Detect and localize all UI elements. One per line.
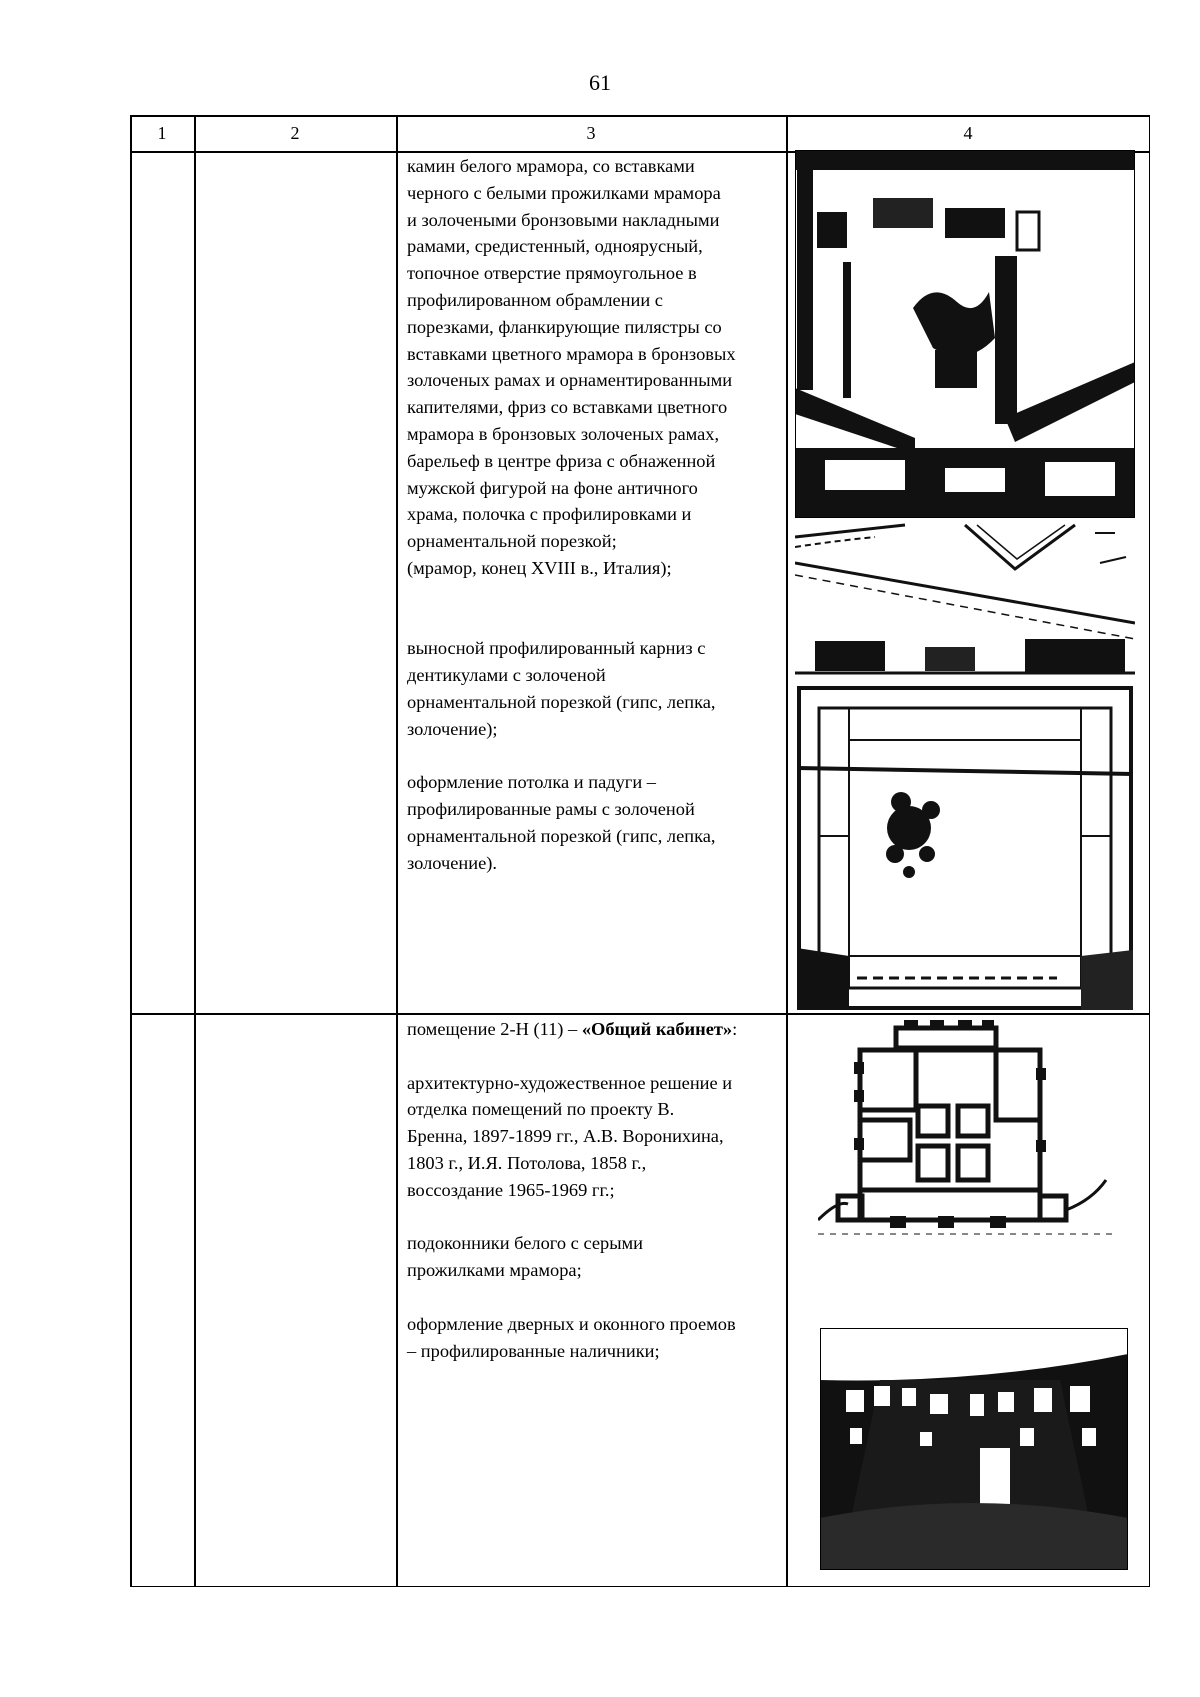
cornice-photo [795,523,1135,675]
row1-text-line: золочение); [407,718,498,739]
row2-text-line [407,1284,783,1311]
row1-text-line: профилированные рамы с золоченой [407,799,695,820]
row1-text-line: орнаментальной порезкой; [407,531,617,552]
row1-description [407,153,783,877]
column-header-2: 2 [290,123,300,143]
study-room-photo [820,1328,1128,1570]
row1-text-line: храма, полочка с профилировками и [407,504,692,525]
table-row-separator [130,1013,1150,1015]
table-border-left [130,115,132,1587]
row2-text-line: отделка помещений по проекту В. [407,1099,675,1120]
row2-text-line [407,1043,783,1070]
row1-text-line: топочное отверстие прямоугольное в [407,263,697,284]
table-border-bottom [130,1586,1150,1588]
row1-text-line: вставками цветного мрамора в бронзовых [407,343,736,364]
room-heading [407,1016,783,1043]
row2-text-line: подоконники белого с серыми [407,1233,644,1254]
row2-text-line: 1803 г., И.Я. Потолова, 1858 г., [407,1152,647,1173]
row1-text-line: золоченых рамах и орнаментированными [407,370,733,391]
row1-text-line: рамами, средистенный, одноярусный, [407,236,703,257]
row2-text-line: архитектурно-художественное решение и [407,1072,733,1093]
room-suffix: : [732,1019,738,1039]
row2-text-line: оформление дверных и оконного проемов [407,1313,736,1334]
table-divider-col2 [396,115,398,1587]
row2-text-line: воссоздание 1965-1969 гг.; [407,1179,615,1200]
row1-text-line: орнаментальной порезкой (гипс, лепка, [407,825,716,846]
row1-text-line: мрамора в бронзовых золоченых рамах, [407,423,720,444]
row1-text-line: оформление потолка и падуги – [407,772,656,793]
row2-description [407,1016,783,1364]
row1-text-line: и золочеными бронзовыми накладными [407,209,720,230]
row1-text-line [407,582,783,609]
row1-text-line: дентикулами с золоченой [407,665,606,686]
table-border-right [1149,115,1151,1587]
row1-text-line: барельеф в центре фриза с обнаженной [407,450,716,471]
row1-text-line: золочение). [407,852,497,873]
row1-text-line [407,743,783,770]
row1-text-line: капителями, фриз со вставками цветного [407,397,728,418]
row1-text-line: профилированном обрамлении с [407,289,663,310]
room-prefix: помещение 2-Н (11) – [407,1019,582,1039]
row1-text-line: черного с белыми прожилками мрамора [407,182,721,203]
row1-text-line: (мрамор, конец XVIII в., Италия); [407,557,672,578]
column-header-3: 3 [586,123,596,143]
document-table [130,115,1150,1587]
page-number: 61 [589,70,611,95]
row2-text-line [407,1204,783,1231]
fireplace-photo [795,150,1135,518]
row1-text-line: выносной профилированный карниз с [407,638,706,659]
room-name: «Общий кабинет» [581,1019,733,1039]
ceiling-photo [797,686,1133,1010]
row2-text-line: – профилированные наличники; [407,1340,660,1361]
row2-text-line: Бренна, 1897-1899 гг., А.В. Воронихина, [407,1126,724,1147]
row1-text-line [407,609,783,636]
row1-text-line: орнаментальной порезкой (гипс, лепка, [407,691,716,712]
row1-text-line: мужской фигурой на фоне античного [407,477,698,498]
row2-text-line: прожилками мрамора; [407,1260,582,1281]
column-header-1: 1 [157,123,167,143]
floor-plan-drawing [818,1020,1118,1240]
table-divider-col1 [194,115,196,1587]
column-header-4: 4 [963,123,973,143]
row1-text-line: камин белого мрамора, со вставками [407,156,695,176]
row1-text-line: порезками, фланкирующие пилястры со [407,316,722,337]
table-divider-col3 [786,115,788,1587]
